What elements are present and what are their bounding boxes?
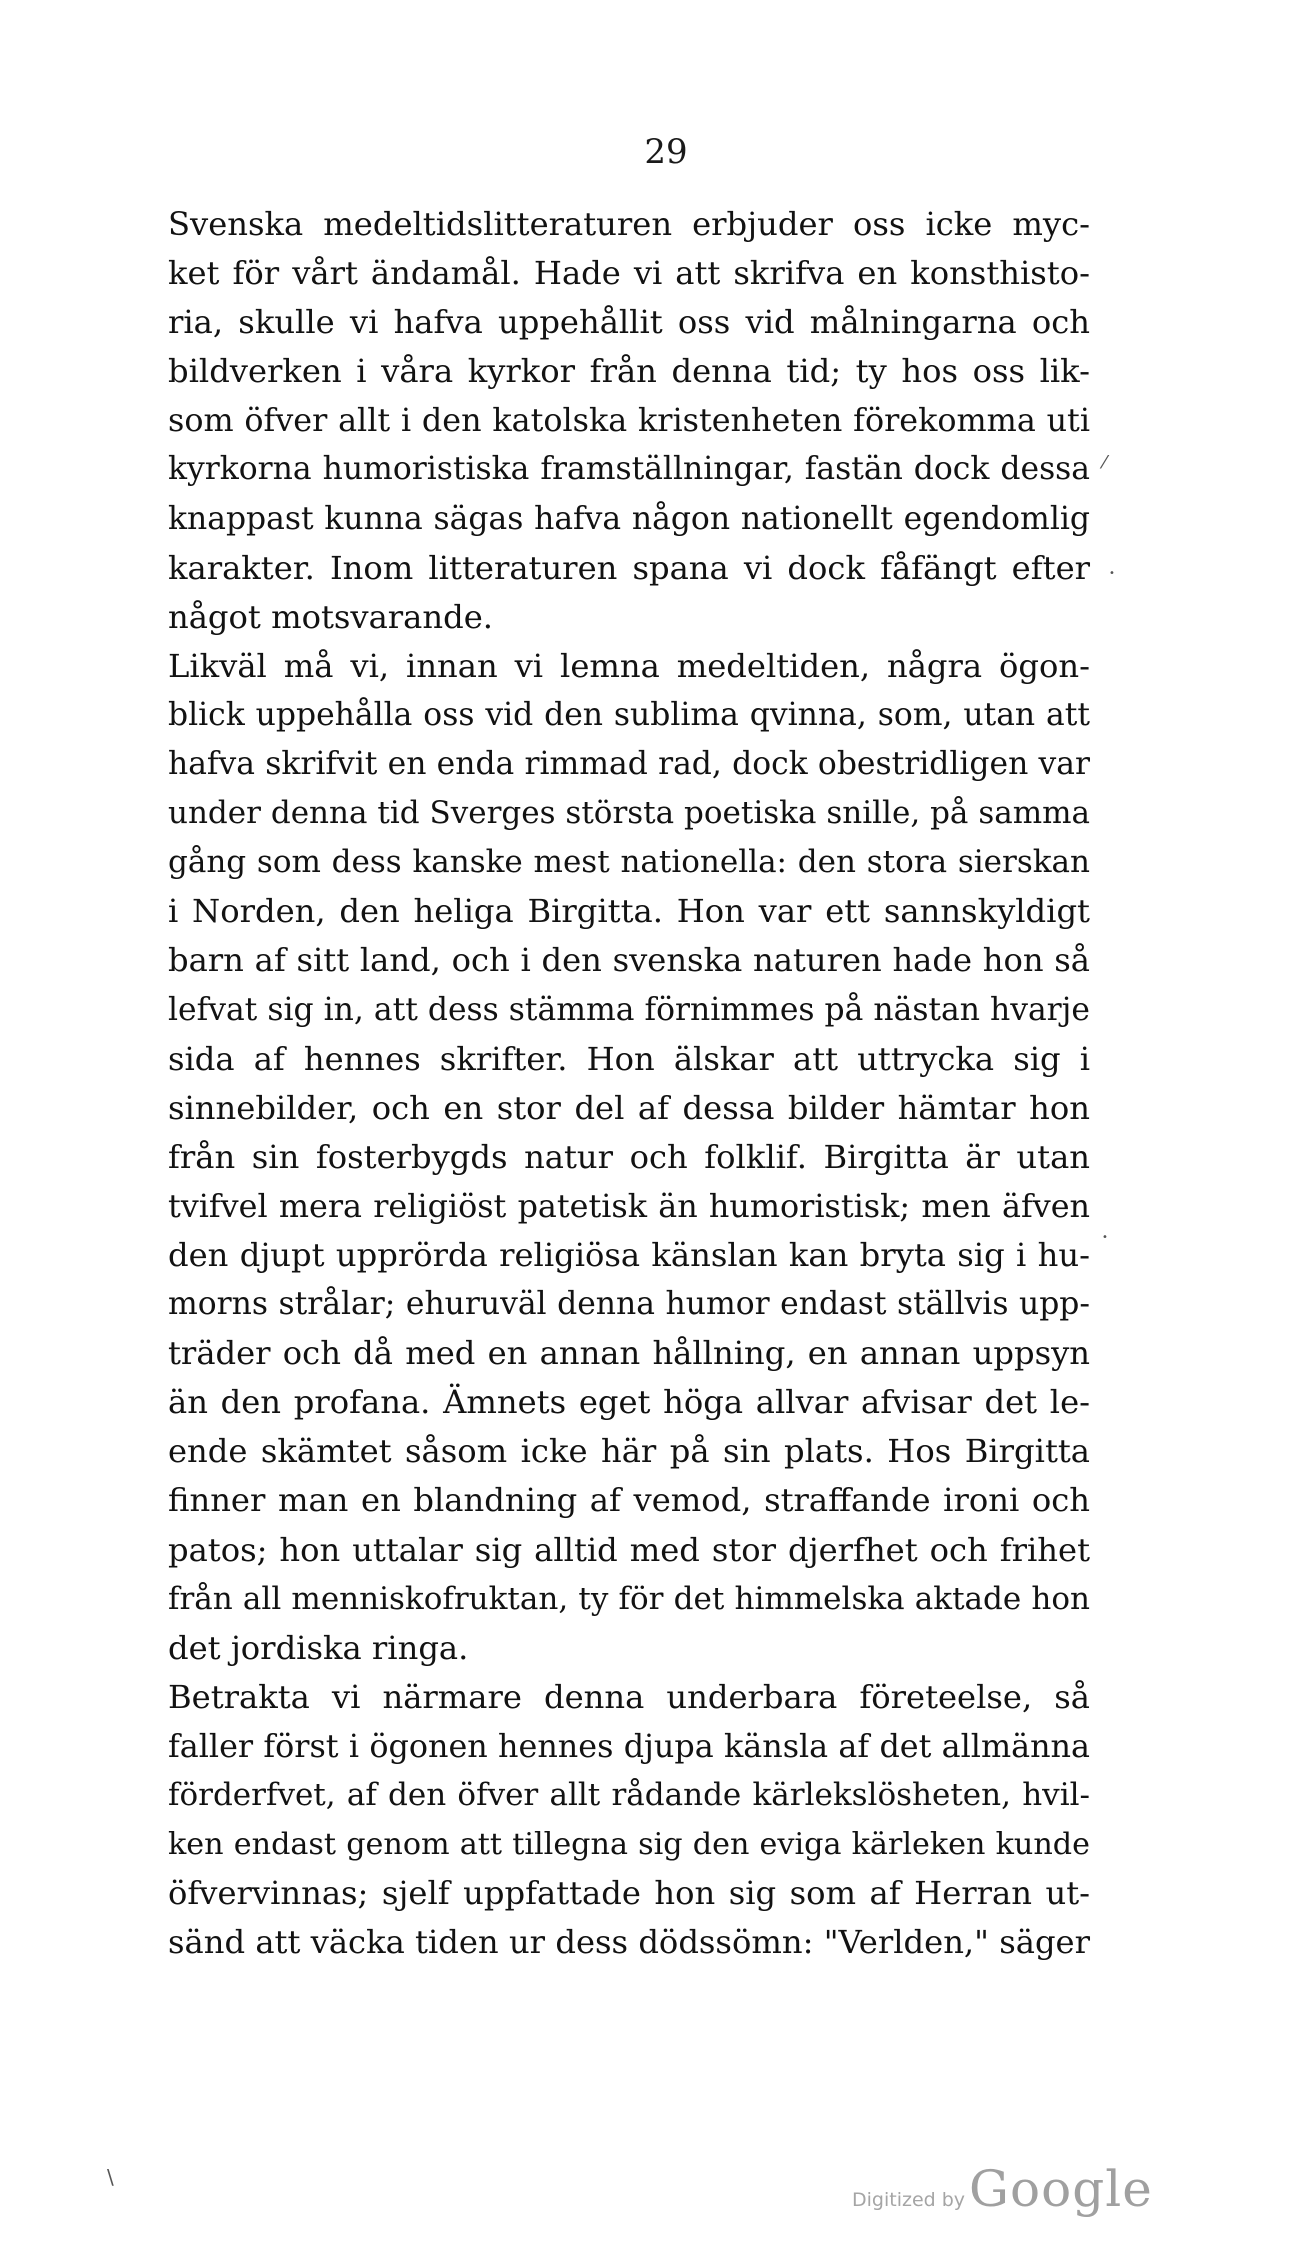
text-line: barn af sitt land, och i den svenska naturen hade hon så xyxy=(168,941,1090,980)
text-line: sida af hennes skrifter. Hon älskar att uttrycka sig i xyxy=(168,1039,1090,1078)
text-line: förderfvet, af den öfver allt rådande kärlekslösheten, hvil- xyxy=(168,1777,1090,1813)
text-line: finner man en blandning af vemod, straffande ironi och xyxy=(168,1481,1090,1520)
scan-speck: ⁄ xyxy=(1103,452,1107,473)
page-number: 29 xyxy=(644,132,688,172)
text-line: från all menniskofruktan, ty för det himmelska aktade hon xyxy=(168,1580,1090,1617)
text-line: gång som dess kanske mest nationella: den stora sierskan xyxy=(168,844,1090,881)
body-text xyxy=(168,200,1090,1967)
text-line: hafva skrifvit en enda rimmad rad, dock obestridligen var xyxy=(168,746,1090,783)
scan-speck: • xyxy=(1109,568,1115,579)
text-line: Likväl må vi, innan vi lemna medeltiden, några ögon- xyxy=(168,646,1090,685)
scan-speck: \ xyxy=(107,2165,114,2189)
text-line: kyrkorna humoristiska framställningar, fastän dock dessa xyxy=(168,451,1090,488)
text-line: i Norden, den heliga Birgitta. Hon var ett sannskyldigt xyxy=(168,892,1090,931)
text-line: träder och då med en annan hållning, en annan uppsyn xyxy=(168,1334,1090,1373)
text-line: öfvervinnas; sjelf uppfattade hon sig som af Herran ut- xyxy=(168,1874,1090,1913)
text-line: under denna tid Sverges största poetiska snille, på samma xyxy=(168,795,1090,832)
watermark-prefix: Digitized by xyxy=(852,2189,966,2211)
google-logo: Google xyxy=(969,2160,1153,2218)
text-line: något motsvarande. xyxy=(168,597,493,636)
text-line: lefvat sig in, att dess stämma förnimmes på nästan hvarje xyxy=(168,991,1090,1028)
paragraph xyxy=(168,642,1090,1673)
digitized-by-google-watermark xyxy=(852,2160,1153,2218)
text-line: än den profana. Ämnets eget höga allvar afvisar det le- xyxy=(168,1383,1090,1422)
text-line: sänd att väcka tiden ur dess dödssömn: "Verlden," säger xyxy=(168,1923,1090,1962)
text-line: från sin fosterbygds natur och folklif. Birgitta är utan xyxy=(168,1137,1090,1176)
text-line: Betrakta vi närmare denna underbara företeelse, så xyxy=(168,1677,1090,1716)
text-line: den djupt upprörda religiösa känslan kan bryta sig i hu- xyxy=(168,1235,1090,1274)
text-line: faller först i ögonen hennes djupa känsla af det allmänna xyxy=(168,1727,1090,1765)
text-line: blick uppehålla oss vid den sublima qvinna, som, utan att xyxy=(168,696,1090,733)
text-line: som öfver allt i den katolska kristenheten förekomma uti xyxy=(168,402,1090,440)
text-line: ria, skulle vi hafva uppehållit oss vid målningarna och xyxy=(168,303,1090,342)
text-line: morns strålar; ehuruväl denna humor endast ställvis upp- xyxy=(168,1286,1090,1323)
text-line: det jordiska ringa. xyxy=(168,1628,469,1667)
text-line: knappast kunna sägas hafva någon nationellt egendomlig xyxy=(168,500,1090,537)
text-line: Svenska medeltidslitteraturen erbjuder oss icke myc- xyxy=(168,205,1090,243)
text-line: tvifvel mera religiöst patetisk än humoristisk; men äfven xyxy=(168,1187,1090,1225)
text-line: bildverken i våra kyrkor från denna tid; ty hos oss lik- xyxy=(168,352,1090,391)
paragraph xyxy=(168,1673,1090,1968)
text-line: ket för vårt ändamål. Hade vi att skrifva en konsthisto- xyxy=(168,254,1090,293)
text-line: ende skämtet såsom icke här på sin plats. Hos Birgitta xyxy=(168,1432,1090,1471)
paragraph xyxy=(168,200,1090,642)
scan-speck: • xyxy=(1102,1232,1108,1243)
text-line: ken endast genom att tillegna sig den eviga kärleken kunde xyxy=(168,1827,1090,1863)
text-line: karakter. Inom litteraturen spana vi dock fåfängt efter xyxy=(168,548,1090,587)
text-line: patos; hon uttalar sig alltid med stor djerfhet och frihet xyxy=(168,1530,1090,1569)
text-line: sinnebilder, och en stor del af dessa bilder hämtar hon xyxy=(168,1088,1090,1127)
